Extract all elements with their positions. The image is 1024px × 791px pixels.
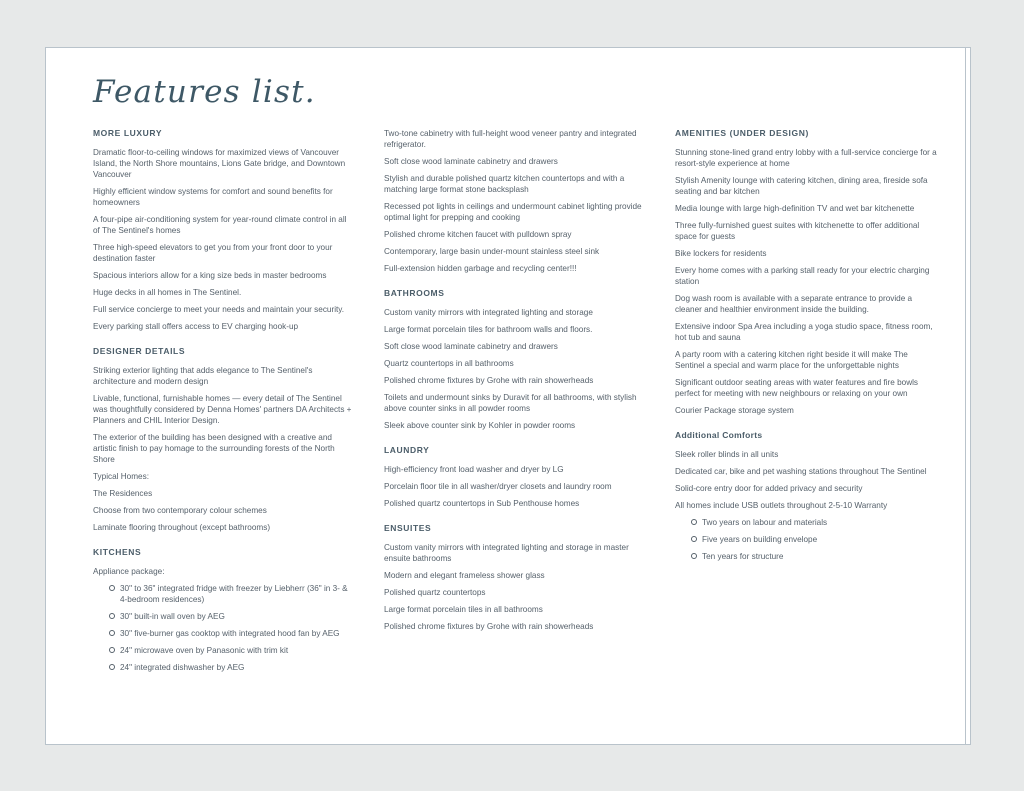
feature-section — [384, 128, 646, 274]
feature-item: Polished chrome fixtures by Grohe with rain showerheads — [384, 376, 594, 385]
section-heading: AMENITIES (UNDER DESIGN) — [675, 128, 809, 138]
feature-item: Full service concierge to meet your needs and maintain your security. — [93, 305, 345, 314]
feature-section — [384, 523, 646, 632]
feature-item: Two-tone cabinetry with full-height wood veneer pantry and integrated refrigerator. — [384, 129, 637, 149]
bullet-text: Ten years for structure — [702, 552, 784, 561]
page-title: Features list. — [93, 74, 316, 110]
feature-item: Soft close wood laminate cabinetry and drawers — [384, 157, 558, 166]
circle-bullet-icon — [109, 630, 115, 636]
feature-section — [93, 128, 355, 332]
feature-item: Sleek roller blinds in all units — [675, 450, 779, 459]
bullet-text: 30" to 36" integrated fridge with freezer by Liebherr (36" in 3- & 4-bedroom residences) — [120, 584, 348, 604]
bullet-item — [109, 645, 355, 656]
section-heading: MORE LUXURY — [93, 128, 163, 138]
feature-item: Every parking stall offers access to EV charging hook-up — [93, 322, 299, 331]
feature-item: Polished chrome fixtures by Grohe with rain showerheads — [384, 622, 594, 631]
feature-item: All homes include USB outlets throughout 2-5-10 Warranty — [675, 501, 888, 510]
feature-item: Sleek above counter sink by Kohler in powder rooms — [384, 421, 576, 430]
bullet-item — [691, 517, 937, 528]
feature-section — [384, 445, 646, 509]
feature-item: Toilets and undermount sinks by Duravit for all bathrooms, with stylish above counter sinks in all powder rooms — [384, 393, 637, 413]
bullet-item — [109, 583, 355, 605]
feature-item: Dedicated car, bike and pet washing stations throughout The Sentinel — [675, 467, 927, 476]
feature-section — [675, 430, 937, 562]
bullet-text: 30" five-burner gas cooktop with integrated hood fan by AEG — [120, 629, 340, 638]
circle-bullet-icon — [691, 553, 697, 559]
feature-section — [384, 288, 646, 431]
feature-item: Courier Package storage system — [675, 406, 794, 415]
feature-item: Three fully-furnished guest suites with kitchenette to offer additional space for guests — [675, 221, 920, 241]
feature-item: Dog wash room is available with a separate entrance to provide a cleaner and healthier environment inside the building. — [675, 294, 913, 314]
feature-item: Livable, functional, furnishable homes — every detail of The Sentinel was thoughtfully considered by Denna Homes' partners DA Architects + Planners and CHIL Interior Design. — [93, 394, 352, 425]
feature-item: Polished quartz countertops in Sub Penthouse homes — [384, 499, 580, 508]
feature-item: Every home comes with a parking stall ready for your electric charging station — [675, 266, 930, 286]
bullet-item — [109, 628, 355, 639]
feature-section — [675, 128, 937, 416]
circle-bullet-icon — [109, 613, 115, 619]
feature-item: Stylish Amenity lounge with catering kitchen, dining area, fireside sofa seating and bar kitchen — [675, 176, 928, 196]
feature-item: Custom vanity mirrors with integrated lighting and storage in master ensuite bathrooms — [384, 543, 629, 563]
section-heading: ENSUITES — [384, 523, 432, 533]
feature-item: Solid-core entry door for added privacy and security — [675, 484, 863, 493]
circle-bullet-icon — [109, 647, 115, 653]
bullet-list — [93, 583, 355, 673]
feature-item: Polished chrome kitchen faucet with pulldown spray — [384, 230, 572, 239]
section-heading: Additional Comforts — [675, 430, 763, 440]
feature-item: Soft close wood laminate cabinetry and drawers — [384, 342, 558, 351]
bullet-text: 30" built-in wall oven by AEG — [120, 612, 225, 621]
feature-section — [93, 346, 355, 533]
bullet-text: 24" integrated dishwasher by AEG — [120, 663, 245, 672]
section-heading: LAUNDRY — [384, 445, 430, 455]
feature-item: Recessed pot lights in ceilings and undermount cabinet lighting provide optimal light for prepping and cooking — [384, 202, 642, 222]
feature-item: Highly efficient window systems for comfort and sound benefits for homeowners — [93, 187, 333, 207]
feature-item: Large format porcelain tiles for bathroom walls and floors. — [384, 325, 593, 334]
feature-item: Quartz countertops in all bathrooms — [384, 359, 514, 368]
feature-item: Laminate flooring throughout (except bathrooms) — [93, 523, 271, 532]
column-1 — [93, 128, 355, 687]
section-heading: KITCHENS — [93, 547, 142, 557]
feature-item: Spacious interiors allow for a king size beds in master bedrooms — [93, 271, 327, 280]
feature-item: Three high-speed elevators to get you from your front door to your destination faster — [93, 243, 333, 263]
bullet-text: Two years on labour and materials — [702, 518, 828, 527]
feature-item: Striking exterior lighting that adds elegance to The Sentinel's architecture and modern design — [93, 366, 313, 386]
section-heading: DESIGNER DETAILS — [93, 346, 186, 356]
feature-item: Huge decks in all homes in The Sentinel. — [93, 288, 242, 297]
feature-item: Porcelain floor tile in all washer/dryer closets and laundry room — [384, 482, 612, 491]
section-heading: BATHROOMS — [384, 288, 445, 298]
bullet-list — [675, 517, 937, 562]
feature-item: Choose from two contemporary colour schemes — [93, 506, 267, 515]
bullet-item — [691, 551, 937, 562]
feature-item: Contemporary, large basin under-mount stainless steel sink — [384, 247, 600, 256]
feature-item: Extensive indoor Spa Area including a yoga studio space, fitness room, hot tub and sauna — [675, 322, 933, 342]
circle-bullet-icon — [109, 664, 115, 670]
feature-item: Media lounge with large high-definition TV and wet bar kitchenette — [675, 204, 915, 213]
column-3 — [675, 128, 937, 576]
bullet-text: Five years on building envelope — [702, 535, 818, 544]
bullet-item — [109, 662, 355, 673]
feature-item: Modern and elegant frameless shower glass — [384, 571, 545, 580]
feature-item: Large format porcelain tiles in all bathrooms — [384, 605, 543, 614]
bullet-item — [109, 611, 355, 622]
feature-item: A four-pipe air-conditioning system for year-round climate control in all of The Sentinel's homes — [93, 215, 347, 235]
circle-bullet-icon — [691, 536, 697, 542]
feature-item: Significant outdoor seating areas with water features and fire bowls perfect for meeting with new neighbours or relaxing on your own — [675, 378, 919, 398]
feature-item: A party room with a catering kitchen right beside it will make The Sentinel a special and warm place for the unforgettable nights — [675, 350, 908, 370]
feature-item: High-efficiency front load washer and dryer by LG — [384, 465, 564, 474]
feature-item: Stylish and durable polished quartz kitchen countertops and with a matching large format stone backsplash — [384, 174, 625, 194]
feature-section — [93, 547, 355, 673]
circle-bullet-icon — [109, 585, 115, 591]
column-2 — [384, 128, 646, 646]
feature-item: Dramatic floor-to-ceiling windows for maximized views of Vancouver Island, the North Shore mountains, Lions Gate bridge, and Downtown Vancouver — [93, 148, 346, 179]
feature-item: Polished quartz countertops — [384, 588, 486, 597]
document-page — [45, 47, 971, 745]
feature-item: Stunning stone-lined grand entry lobby with a full-service concierge for a resort-style experience at home — [675, 148, 937, 168]
feature-item: Full-extension hidden garbage and recycling center!!! — [384, 264, 577, 273]
feature-item: Custom vanity mirrors with integrated lighting and storage — [384, 308, 593, 317]
feature-item: The Residences — [93, 489, 153, 498]
feature-item: The exterior of the building has been designed with a creative and artistic finish to pay homage to the surrounding forests of the North Shore — [93, 433, 335, 464]
bullet-item — [691, 534, 937, 545]
feature-item: Typical Homes: — [93, 472, 149, 481]
feature-item: Appliance package: — [93, 567, 165, 576]
page-edge-line — [965, 47, 966, 745]
bullet-text: 24" microwave oven by Panasonic with trim kit — [120, 646, 289, 655]
circle-bullet-icon — [691, 519, 697, 525]
feature-item: Bike lockers for residents — [675, 249, 767, 258]
